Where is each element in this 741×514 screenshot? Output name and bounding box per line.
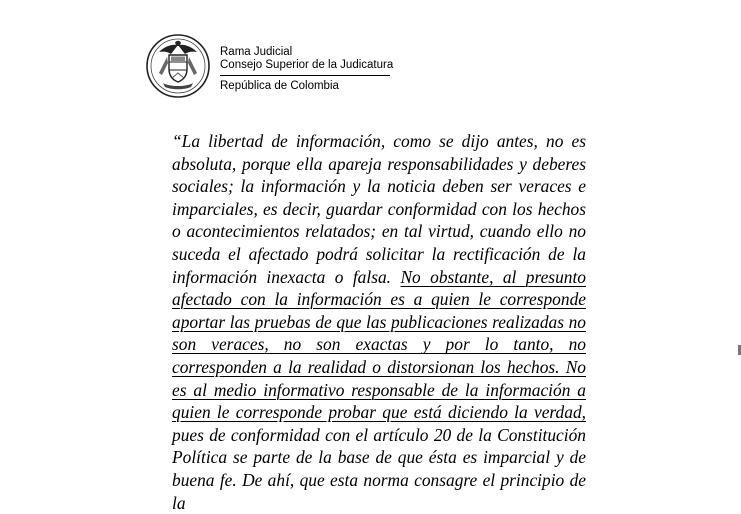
document-header xyxy=(145,33,405,103)
org-council: Consejo Superior de la Judicatura xyxy=(220,59,390,76)
underlined-text: No obstante, al presunto afectado con la información es a quien le corresponde aportar las pruebas de que las publicaciones realizadas no son veraces, no son exactas y por lo tanto, no corresponden a la realidad o distorsionan los hechos. No es al medio informativo responsable de la información a quien le corresponde probar que está diciendo la verdad, xyxy=(172,266,586,423)
institution-name xyxy=(220,46,394,93)
quoted-paragraph xyxy=(172,130,586,514)
org-country: República de Colombia xyxy=(220,80,339,92)
org-branch: Rama Judicial xyxy=(220,46,293,58)
colombia-coat-of-arms-icon xyxy=(145,33,211,99)
paragraph xyxy=(172,130,586,514)
text-before-underline: “La libertad de información, como se dijo antes, no es absoluta, porque ella apareja responsabilidades y deberes sociales; la información y la noticia deben ser veraces e imparciales, es decir, guardar conformidad con los hechos o acontecimientos relatados; en tal virtud, cuando ello no suceda el afectado podrá solicitar la rectificación de la información inexacta o falsa. xyxy=(172,131,586,287)
text-after-underline: pues de conformidad con el artículo 20 de la Constitución Política se parte de la base de que ésta es imparcial y de buena fe. De ahí, que esta norma consagre el principio de la xyxy=(172,424,586,513)
